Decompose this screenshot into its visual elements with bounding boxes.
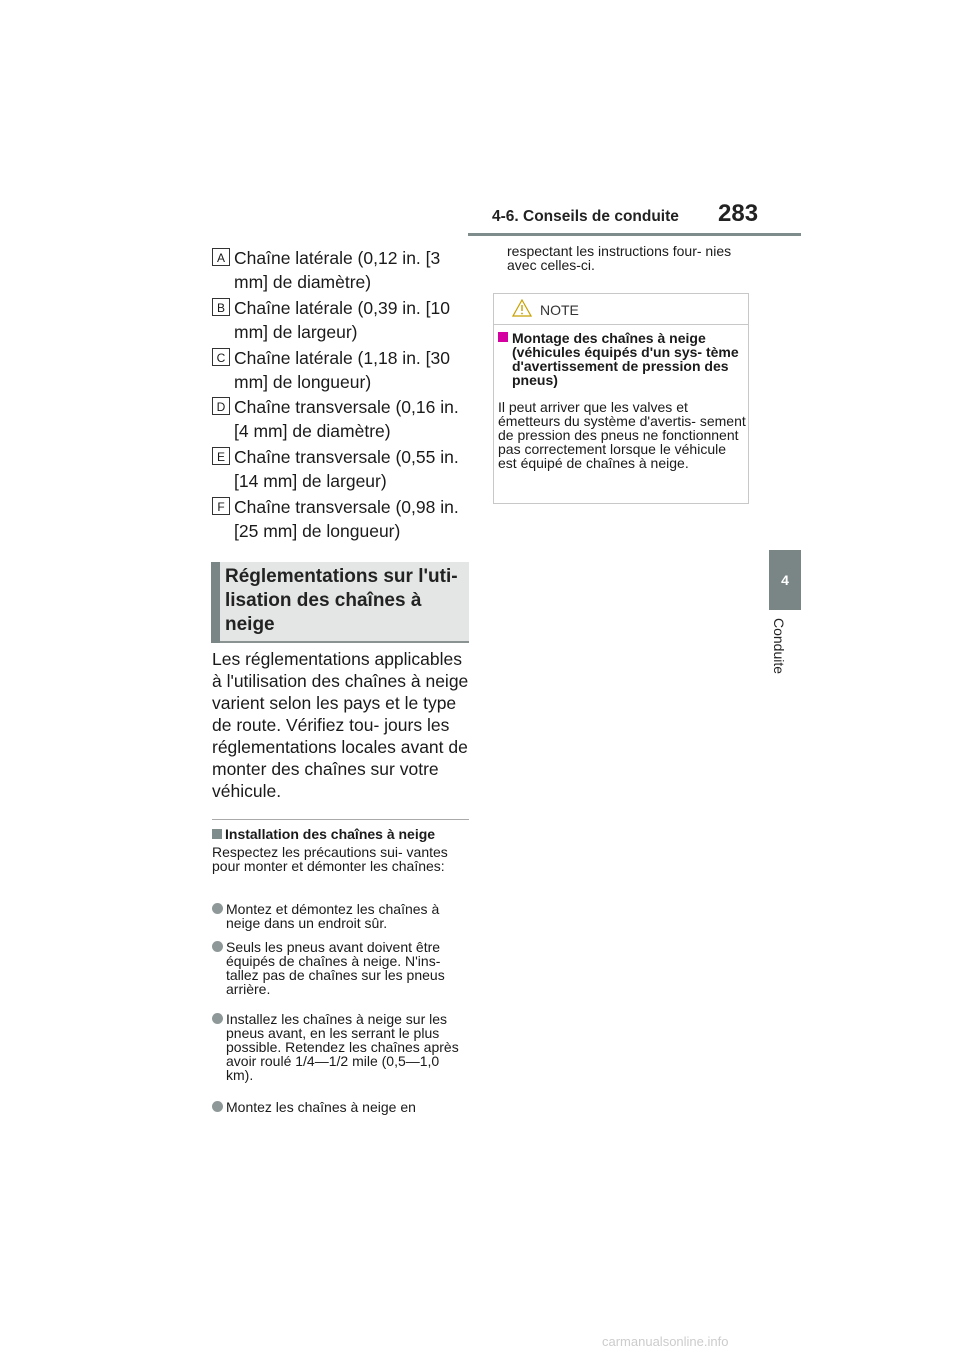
list-item: [212, 495, 472, 543]
bullet-continuation: respectant les instructions four- nies avec celles-ci.: [507, 243, 732, 273]
square-bullet-icon: [498, 332, 508, 342]
chapter-tab: 4: [769, 550, 801, 610]
list-item: [212, 395, 472, 443]
item-badge: E: [212, 447, 230, 465]
item-text: Chaîne transversale (0,55 in. [14 mm] de largeur): [234, 447, 459, 491]
list-item: [212, 246, 472, 294]
warning-triangle-icon: [512, 299, 532, 317]
section-paragraph: Les réglementations applicables à l'utilisation des chaînes à neige varient selon les pays et le type de route. Vérifiez tou- jours les réglementations locales avant de monter des chaînes sur votre véhicule.: [212, 649, 469, 801]
bullet-item: [212, 940, 470, 996]
bullet-dot-icon: [212, 1101, 223, 1112]
subheading-text: Installation des chaînes à neige: [225, 826, 436, 842]
bullet-dot-icon: [212, 941, 223, 952]
item-text: Chaîne latérale (1,18 in. [30 mm] de longueur): [234, 348, 450, 392]
note-subheading-text: Montage des chaînes à neige (véhicules équipés d'un sys- tème d'avertissement de pression des pneus): [512, 330, 739, 388]
installation-intro: Respectez les précautions sui- vantes pour monter et démonter les chaînes:: [212, 844, 448, 874]
header-rule: [468, 233, 801, 236]
list-item: [212, 296, 472, 344]
page-number: 283: [718, 200, 759, 227]
item-text: Chaîne transversale (0,98 in. [25 mm] de longueur): [234, 497, 459, 541]
section-header: 4-6. Conseils de conduite: [492, 208, 679, 225]
bullet-text: Montez et démontez les chaînes à neige dans un endroit sûr.: [226, 901, 440, 931]
item-badge: F: [212, 497, 230, 515]
section-title-box: [211, 562, 469, 643]
item-text: Chaîne latérale (0,12 in. [3 mm] de diamètre): [234, 248, 441, 292]
section-title: Réglementations sur l'uti- lisation des chaînes à neige: [225, 566, 458, 635]
watermark: carmanualsonline.info: [602, 1334, 729, 1349]
note-box: [493, 293, 749, 504]
bullet-dot-icon: [212, 903, 223, 914]
bullet-item: [212, 1100, 470, 1114]
bullet-item: [212, 902, 470, 930]
item-badge: A: [212, 248, 230, 266]
subheading: [212, 826, 435, 842]
chapter-tab-label: Conduite: [771, 618, 787, 675]
note-subheading: [498, 330, 744, 387]
item-badge: D: [212, 397, 230, 415]
item-text: Chaîne latérale (0,39 in. [10 mm] de largeur): [234, 298, 450, 342]
bullet-text: Installez les chaînes à neige sur les pneus avant, en les serrant le plus possible. Retendez les chaînes après avoir roulé 1/4—1/2 mile (0,5—1,0 km).: [226, 1011, 459, 1083]
section-accent-bar: [211, 562, 220, 643]
divider: [212, 819, 469, 820]
list-item: [212, 445, 472, 493]
item-badge: C: [212, 348, 230, 366]
note-label: NOTE: [540, 302, 579, 318]
bullet-text: Seuls les pneus avant doivent être équipés de chaînes à neige. N'ins- tallez pas de chaînes sur les pneus arrière.: [226, 939, 445, 997]
bullet-item: [212, 1012, 470, 1082]
list-item: [212, 346, 472, 394]
square-bullet-icon: [212, 829, 222, 839]
bullet-dot-icon: [212, 1013, 223, 1024]
item-badge: B: [212, 298, 230, 316]
note-body: Il peut arriver que les valves et émetteurs du système d'avertis- sement de pression des pneus ne fonctionnent pas correctement lorsque le véhicule est équipé de chaînes à neige.: [498, 399, 746, 471]
bullet-text: Montez les chaînes à neige en: [226, 1099, 416, 1115]
item-text: Chaîne transversale (0,16 in. [4 mm] de diamètre): [234, 397, 459, 441]
note-header: [494, 294, 748, 325]
